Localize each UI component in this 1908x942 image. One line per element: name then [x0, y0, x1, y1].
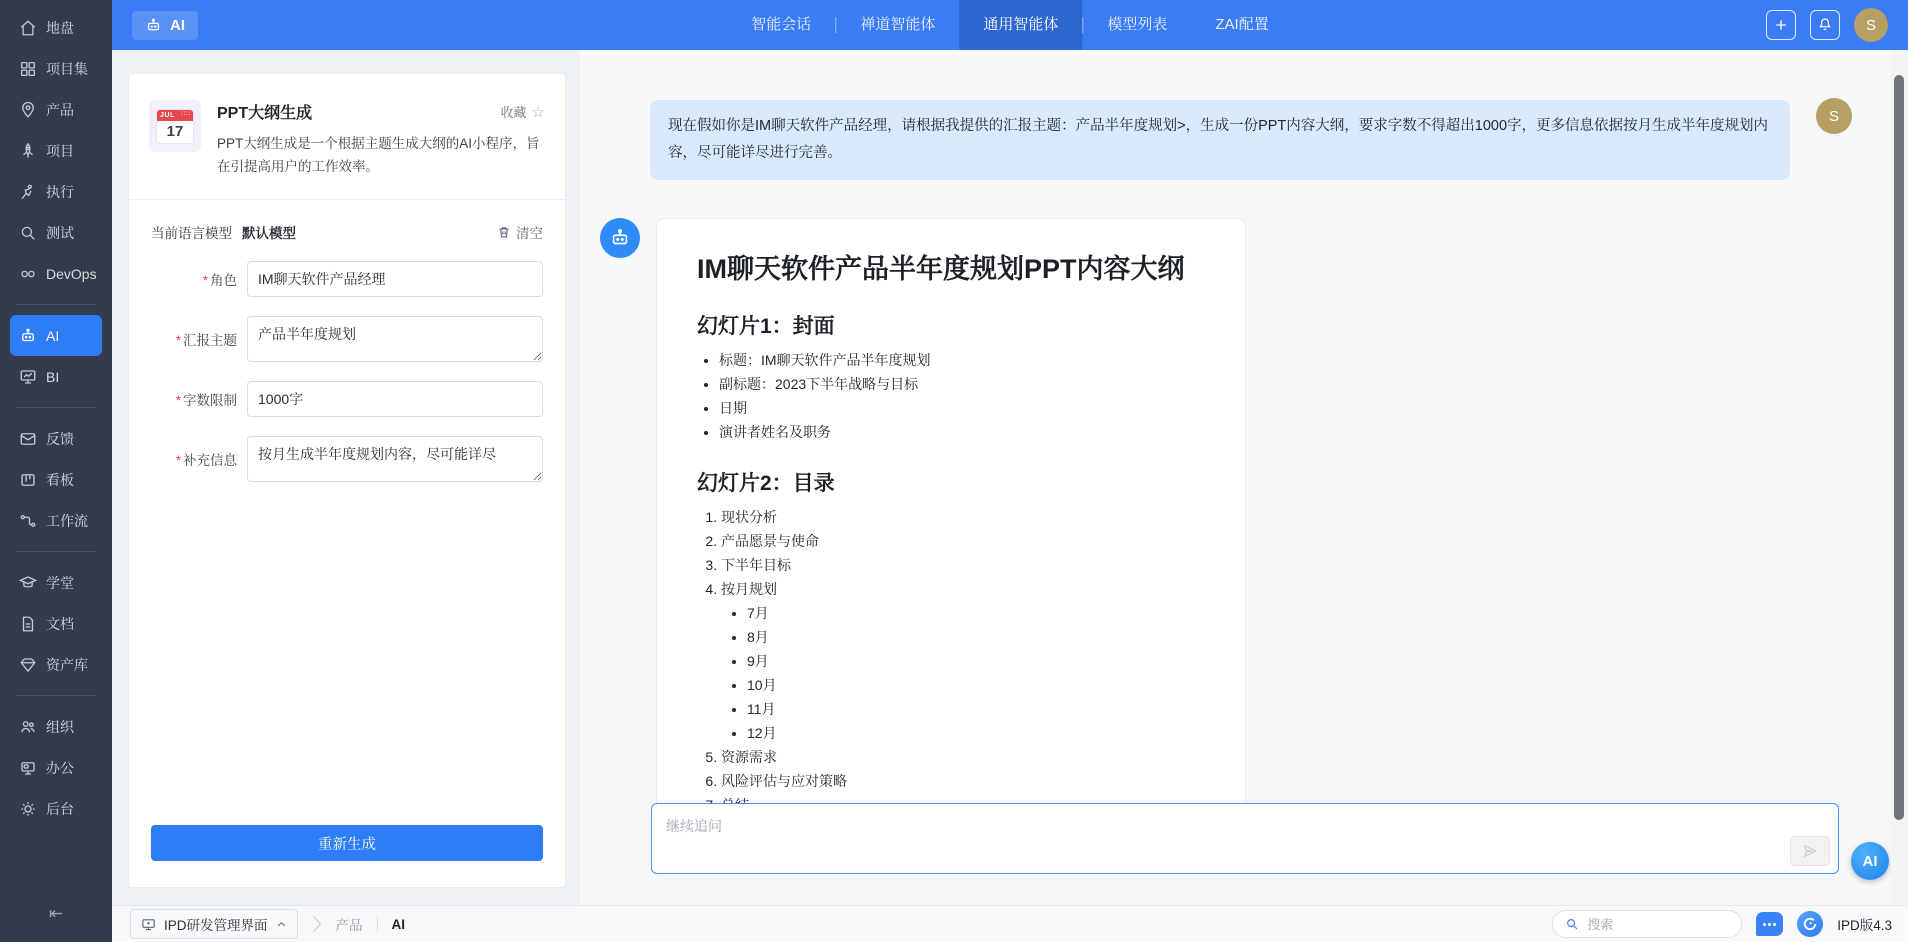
- sidebar-item-assets[interactable]: [10, 644, 102, 685]
- bell-icon: [1817, 17, 1833, 33]
- list-item: 1. 现状分析: [721, 507, 1205, 528]
- sidebar-item-label: 反馈: [46, 430, 74, 447]
- gem-icon: [19, 656, 37, 674]
- sidebar-divider: [15, 407, 97, 408]
- chart-monitor-icon: [19, 368, 37, 386]
- list-item: 5. 资源需求: [721, 747, 1205, 768]
- flow-icon: [19, 512, 37, 530]
- list-item: 4. 按月规划 • 7月 • 8月 • 9月 • 10月 • 11月 • 12月: [721, 579, 1205, 744]
- list-item: 2. 产品愿景与使命: [721, 531, 1205, 552]
- field-label: * 补充信息: [175, 452, 237, 468]
- required-mark: *: [175, 452, 181, 468]
- word-limit-input[interactable]: [247, 381, 543, 417]
- robot-icon: [609, 227, 631, 249]
- search-icon: [1565, 917, 1579, 931]
- chat-scrollbar-track: [1891, 50, 1908, 905]
- gear-icon: [19, 800, 37, 818]
- sidebar-item-doc[interactable]: [10, 603, 102, 644]
- sidebar-item-bi[interactable]: [10, 356, 102, 397]
- list-item: • 7月: [747, 603, 1205, 624]
- sidebar-item-label: 工作流: [46, 512, 88, 529]
- topic-textarea[interactable]: [247, 316, 543, 362]
- sidebar-item-school[interactable]: [10, 562, 102, 603]
- list-item: • 标题：IM聊天软件产品半年度规划: [719, 350, 1205, 371]
- sidebar-item-label: 执行: [46, 183, 74, 200]
- ai-message-card: [656, 218, 1246, 842]
- sidebar-item-label: 看板: [46, 471, 74, 488]
- months-list: [721, 603, 1205, 744]
- field-extra-info: [151, 436, 543, 482]
- list-item: • 10月: [747, 675, 1205, 696]
- toc-list: [697, 507, 1205, 816]
- sidebar-item-product[interactable]: [10, 89, 102, 130]
- oa-monitor-icon: [19, 759, 37, 777]
- sidebar-item-label: 项目集: [46, 60, 88, 77]
- sidebar-item-execution[interactable]: [10, 171, 102, 212]
- list-item: • 副标题：2023下半年战略与目标: [719, 374, 1205, 395]
- chat-input-box: [651, 803, 1839, 874]
- sidebar-item-qa[interactable]: [10, 212, 102, 253]
- sidebar-item-kanban[interactable]: [10, 459, 102, 500]
- sidebar-item-label: 后台: [46, 800, 74, 817]
- slide2-heading: 幻灯片2：目录: [697, 471, 835, 495]
- dot: [1768, 923, 1771, 926]
- list-item: • 12月: [747, 723, 1205, 744]
- field-word-limit: [151, 381, 543, 417]
- field-label: * 字数限制: [175, 392, 237, 408]
- app-form: [129, 200, 565, 887]
- regenerate-button[interactable]: 重新生成: [151, 825, 543, 861]
- model-label: 当前语言模型: [151, 225, 232, 241]
- mail-icon: [19, 430, 37, 448]
- chevron-up-icon: [276, 919, 287, 930]
- sidebar-item-office[interactable]: [10, 747, 102, 788]
- sidebar-item-program[interactable]: [10, 48, 102, 89]
- sidebar-item-ai[interactable]: [10, 315, 102, 356]
- sidebar-divider: [15, 551, 97, 552]
- favorite-button[interactable]: [501, 102, 545, 121]
- kanban-icon: [19, 471, 37, 489]
- runner-icon: [19, 183, 37, 201]
- grid-icon: [19, 60, 37, 78]
- ai-avatar: [600, 218, 640, 258]
- clear-button[interactable]: [497, 222, 543, 242]
- topbar: [112, 0, 1908, 50]
- search-box: [1552, 910, 1742, 938]
- dot: [1773, 923, 1776, 926]
- sidebar-item-label: 测试: [46, 224, 74, 241]
- list-item: • 11月: [747, 699, 1205, 720]
- required-mark: *: [175, 392, 181, 408]
- sidebar-item-label: 产品: [46, 101, 74, 118]
- sidebar-item-org[interactable]: [10, 706, 102, 747]
- list-item: • 日期: [719, 398, 1205, 419]
- list-item: • 9月: [747, 651, 1205, 672]
- clear-label: 清空: [516, 225, 543, 241]
- content: [112, 50, 1908, 905]
- field-label: * 角色: [202, 272, 237, 288]
- model-value: 默认模型: [242, 225, 296, 241]
- sidebar-item-label: 组织: [46, 718, 74, 735]
- sidebar-item-label: 学堂: [46, 574, 74, 591]
- sidebar-divider: [15, 695, 97, 696]
- ai-app-logo[interactable]: [132, 11, 198, 40]
- sidebar-item-label: BI: [46, 368, 60, 385]
- topbar-tabs: [727, 0, 1292, 50]
- breadcrumb-current: AI: [391, 916, 406, 932]
- sidebar-item-workflow[interactable]: [10, 500, 102, 541]
- slide1-bullet-list: [697, 350, 1205, 443]
- favorite-label: 收藏: [500, 105, 527, 120]
- breadcrumb-product[interactable]: 产品: [335, 918, 363, 933]
- sidebar-item-label: DevOps: [46, 265, 97, 282]
- ai-message-row: [600, 218, 1908, 842]
- chat-scrollbar-thumb[interactable]: [1894, 75, 1904, 820]
- plus-icon: [1773, 17, 1789, 33]
- calendar-icon: [149, 100, 201, 152]
- home-icon: [19, 19, 37, 37]
- document-icon: [19, 615, 37, 633]
- dot: [1763, 923, 1766, 926]
- send-button[interactable]: [1790, 836, 1830, 866]
- statusbar: [112, 905, 1908, 942]
- sidebar-item-feedback[interactable]: [10, 418, 102, 459]
- app-panel: [128, 73, 566, 888]
- view-switcher[interactable]: [130, 909, 298, 939]
- ai-app-logo-label: AI: [170, 16, 185, 34]
- field-role: [151, 261, 543, 297]
- tab-model-list[interactable]: 模型列表: [1107, 16, 1168, 33]
- app-description: PPT大纲生成是一个根据主题生成大纲的AI小程序，旨在引提高用户的工作效率。: [217, 136, 540, 174]
- feedback-bubble-button[interactable]: [1756, 912, 1783, 936]
- search-input[interactable]: [1587, 917, 1729, 932]
- tab-general-agents[interactable]: 通用智能体: [959, 0, 1082, 50]
- app-title: PPT大纲生成: [217, 105, 313, 122]
- breadcrumb-chevron-icon: [312, 914, 322, 934]
- sidebar-item-label: AI: [46, 327, 60, 344]
- robot-icon: [19, 327, 37, 345]
- graduation-icon: [19, 574, 37, 592]
- extra-info-textarea[interactable]: [247, 436, 543, 482]
- list-item: 6. 风险评估与应对策略: [721, 771, 1205, 792]
- list-item: • 8月: [747, 627, 1205, 648]
- sidebar: [0, 0, 112, 942]
- user-message-bubble: 现在假如你是IM聊天软件产品经理，请根据我提供的汇报主题：产品半年度规划>，生成一份PPT内容大纲，要求字数不得超出1000字，更多信息依据按月生成半年度规划内容，尽可能详尽进行完善。: [650, 100, 1790, 180]
- required-mark: *: [175, 332, 181, 348]
- star-icon: ☆: [531, 103, 545, 121]
- role-input[interactable]: [247, 261, 543, 297]
- breadcrumb-divider: [377, 917, 378, 931]
- user-message-avatar: S: [1816, 98, 1852, 134]
- ai-assistant-fab[interactable]: AI: [1851, 842, 1889, 880]
- people-icon: [19, 718, 37, 736]
- sidebar-item-project[interactable]: [10, 130, 102, 171]
- sidebar-item-label: 办公: [46, 759, 74, 776]
- chat-area: [580, 50, 1908, 905]
- sidebar-item-home[interactable]: [10, 7, 102, 48]
- ai-response-title: IM聊天软件产品半年度规划PPT内容大纲: [697, 253, 1185, 284]
- user-avatar[interactable]: S: [1854, 8, 1888, 42]
- slide1-heading: 幻灯片1：封面: [697, 314, 835, 338]
- tab-zai-config[interactable]: ZAI配置: [1215, 16, 1269, 33]
- sidebar-item-label: 地盘: [46, 19, 74, 36]
- add-button[interactable]: [1766, 10, 1796, 40]
- sidebar-divider: [15, 304, 97, 305]
- sidebar-collapse-button[interactable]: ⇤: [48, 904, 64, 923]
- sidebar-item-label: 项目: [46, 142, 74, 159]
- magnifier-icon: [19, 224, 37, 242]
- tab-smart-chat[interactable]: 智能会话: [751, 16, 812, 33]
- trash-icon: [497, 225, 511, 239]
- zentao-logo-icon: [1797, 911, 1823, 937]
- sidebar-item-admin[interactable]: [10, 788, 102, 829]
- robot-icon: [145, 17, 162, 34]
- version-label: IPD版4.3: [1837, 918, 1892, 933]
- tab-zentao-agents[interactable]: 禅道智能体: [860, 16, 936, 33]
- rocket-icon: [19, 142, 37, 160]
- view-switcher-label: IPD研发管理界面: [164, 918, 268, 933]
- sidebar-item-devops[interactable]: [10, 253, 102, 294]
- field-label: * 汇报主题: [175, 332, 237, 348]
- sidebar-item-label: 文档: [46, 615, 74, 632]
- pin-icon: [19, 101, 37, 119]
- calendar-month: JUL ::::: [157, 110, 193, 121]
- user-message-row: [580, 50, 1908, 180]
- infinity-icon: [19, 265, 37, 283]
- field-topic: [151, 316, 543, 362]
- list-item: 3. 下半年目标: [721, 555, 1205, 576]
- monitor-icon: [141, 917, 156, 932]
- chat-input[interactable]: [652, 804, 1838, 873]
- required-mark: *: [202, 272, 208, 288]
- notification-button[interactable]: [1810, 10, 1840, 40]
- calendar-day: 17: [157, 121, 193, 143]
- sidebar-item-label: 资产库: [46, 656, 88, 673]
- app-info: [129, 74, 565, 199]
- list-item: • 演讲者姓名及职务: [719, 422, 1205, 443]
- topbar-actions: [1766, 8, 1888, 42]
- paper-plane-icon: [1802, 843, 1818, 859]
